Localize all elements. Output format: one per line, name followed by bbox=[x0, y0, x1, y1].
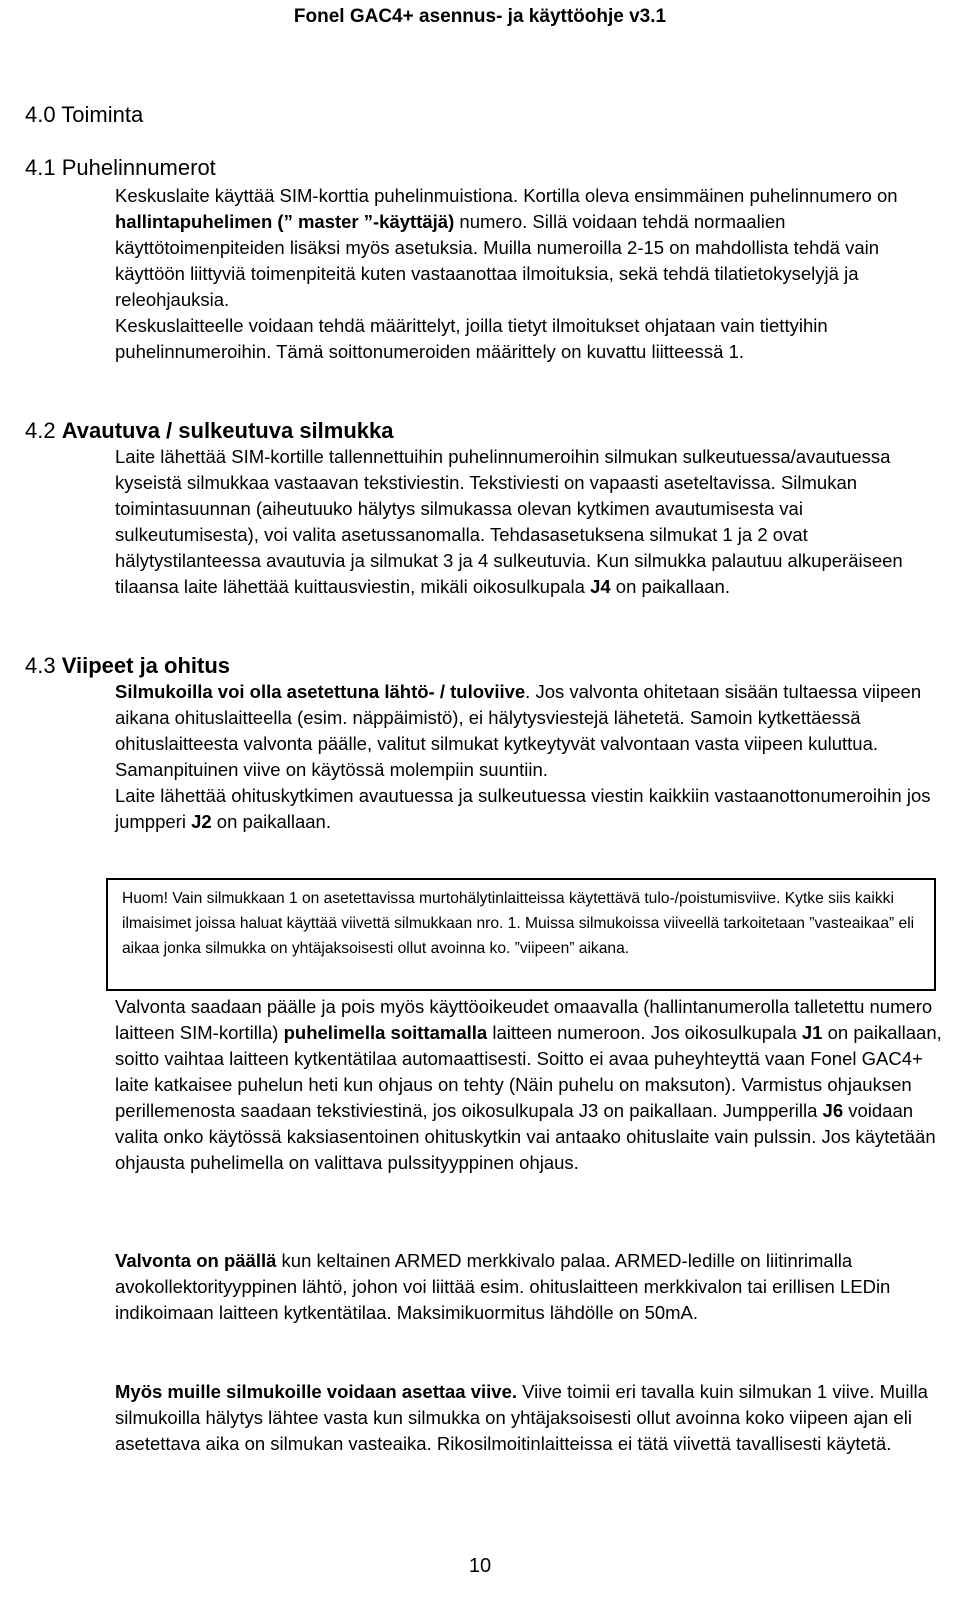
bold-text: J1 bbox=[801, 1022, 823, 1043]
section-heading: Viipeet ja ohitus bbox=[61, 653, 231, 678]
bold-text: J4 bbox=[590, 576, 611, 597]
text: Viive toimii eri tavalla kuin silmukan 1 viive. Muilla silmukoilla hälytys lähtee vasta kun silmukka on yhtäjaksoisesti ollut avoinna koko viipeen ajan eli asetettava aika on silmukan vasteaika. Rikosilmoitinlaitteissa ei tätä viivettä tavallisesti käytetä. bbox=[115, 1381, 928, 1454]
bold-text: hallintapuhelimen (” master ”-käyttäjä) bbox=[115, 211, 455, 232]
section-number: 4.3 bbox=[25, 653, 56, 678]
text: Valvonta saadaan päälle ja pois myös käyttöoikeudet omaavalla (hallintanumerolla talletettu numero laitteen SIM-kortilla) bbox=[115, 996, 933, 1043]
section-4-3-title bbox=[25, 653, 230, 679]
page-number: 10 bbox=[468, 1555, 492, 1577]
note-box: Huom! Vain silmukkaan 1 on asetettavissa murtohälytinlaitteissa käytettävä tulo-/poistumisviive. Kytke siis kaikki ilmaisimet joissa haluat käyttää viivettä silmukkaan nro. 1. Muissa silmukoissa viiveellä tarkoitetaan ”vasteaikaa” eli aikaa jonka silmukka on yhtäjaksoisesti ollut avoinna ko. ”viipeen” aikana. bbox=[106, 878, 936, 991]
section-4-3-paragraph-3 bbox=[115, 994, 945, 1176]
text: on paikallaan. bbox=[211, 811, 331, 832]
bold-text: J6 bbox=[822, 1100, 844, 1121]
bold-text: Silmukoilla voi olla asetettuna lähtö- / tuloviive bbox=[115, 681, 526, 702]
section-4-3-paragraph-1 bbox=[115, 679, 945, 783]
text: Laite lähettää ohituskytkimen avautuessa ja sulkeutuessa viestin kaikkiin vastaanottonumeroihin jos jumpperi bbox=[115, 785, 931, 832]
section-4-3-paragraph-2 bbox=[115, 783, 945, 835]
section-heading: Avautuva / sulkeutuva silmukka bbox=[61, 418, 394, 443]
text: on paikallaan. bbox=[610, 576, 730, 597]
section-4-1-paragraph-1 bbox=[115, 183, 945, 313]
text: Keskuslaite käyttää SIM-korttia puhelinmuistiona. Kortilla oleva ensimmäinen puhelinnumero on bbox=[115, 185, 898, 206]
chapter-title: 4.0 Toiminta bbox=[25, 102, 144, 127]
text: numero. Sillä voidaan tehdä normaalien käyttötoimenpiteiden lisäksi myös asetuksia. Muilla numeroilla 2-15 on mahdollista tehdä vain käyttöön liittyviä toimenpiteitä kuten vastaanottaa ilmoituksia, sekä tehdä tilatietokyselyjä ja releohjauksia. bbox=[115, 211, 880, 310]
section-4-3-paragraph-5 bbox=[115, 1379, 945, 1457]
bold-text: puhelimella soittamalla bbox=[283, 1022, 488, 1043]
section-number: 4.2 bbox=[25, 418, 56, 443]
bold-text: Myös muille silmukoille voidaan asettaa viive. bbox=[115, 1381, 518, 1402]
text: Laite lähettää SIM-kortille tallennettuihin puhelinnumeroihin silmukan sulkeutuessa/avautuessa kyseistä silmukkaa vastaavan tekstiviestin. Tekstiviesti on vapaasti aseteltavissa. Silmukan toimintasuunnan (aiheutuuko hälytys silmukassa olevan kytkimen avautumisesta vai sulkeutumisesta), voi valita asetussanomalla. Tehdasasetuksena silmukat 1 ja 2 ovat hälytystilanteessa avautuvia ja silmukat 3 ja 4 sulkeutuvia. Kun silmukka palautuu alkuperäiseen tilaansa laite lähettää kuittausviestin, mikäli oikosulkupala bbox=[115, 446, 903, 597]
section-4-3-paragraph-4 bbox=[115, 1248, 945, 1326]
section-4-3-body bbox=[115, 679, 945, 835]
text: voidaan valita onko käytössä kaksiasentoinen ohituskytkin vai antaako ohituslaite vain pulssin. Jos käytetään ohjausta puhelimella on valittava pulssityyppinen ohjaus. bbox=[115, 1100, 936, 1173]
section-4-1-title: 4.1 Puhelinnumerot bbox=[25, 155, 216, 180]
text: kun keltainen ARMED merkkivalo palaa. ARMED-ledille on liitinrimalla avokollektorityyppinen lähtö, johon voi liittää esim. ohituslaitteen merkkivalon tai erillisen LEDin indikoimaan laitteen kytkentätilaa. Maksimikuormitus lähdölle on 50mA. bbox=[115, 1250, 891, 1323]
section-4-3-body-continued bbox=[115, 994, 945, 1176]
delay-paragraph bbox=[115, 1379, 945, 1457]
armed-paragraph bbox=[115, 1248, 945, 1326]
text: on paikallaan, soitto vaihtaa laitteen kytkentätilaa automaattisesti. Soitto ei avaa puheyhteyttä vaan Fonel GAC4+ laite katkaisee puhelun heti kun ohjaus on tehty (Näin puhelu on maksuton). Varmistus ohjauksen perillemenosta saadaan tekstiviestinä, jos oikosulkupala J3 on paikallaan. Jumpperilla bbox=[115, 1022, 942, 1121]
section-4-1-body bbox=[115, 183, 945, 365]
bold-text: Valvonta on päällä bbox=[115, 1250, 277, 1271]
section-4-2-paragraph-1 bbox=[115, 444, 945, 600]
page-header: Fonel GAC4+ asennus- ja käyttöohje v3.1 bbox=[293, 6, 667, 27]
section-4-1-paragraph-2: Keskuslaitteelle voidaan tehdä määrittelyt, joilla tietyt ilmoitukset ohjataan vain tiettyihin puhelinnumeroihin. Tämä soittonumeroiden määrittely on kuvattu liitteessä 1. bbox=[115, 315, 828, 362]
section-4-2-body bbox=[115, 444, 945, 600]
text: . Jos valvonta ohitetaan sisään tultaessa viipeen aikana ohituslaitteella (esim. näppäimistö), ei hälytysviestejä lähetetä. Samoin kytkettäessä ohituslaitteesta valvonta päälle, valitut silmukat kytkeytyvät valvontaan vasta viipeen kuluttua. Samanpituinen viive on käytössä molempiin suuntiin. bbox=[115, 681, 922, 780]
section-4-2-title bbox=[25, 418, 393, 444]
text: laitteen numeroon. Jos oikosulkupala bbox=[487, 1022, 802, 1043]
bold-text: J2 bbox=[191, 811, 212, 832]
